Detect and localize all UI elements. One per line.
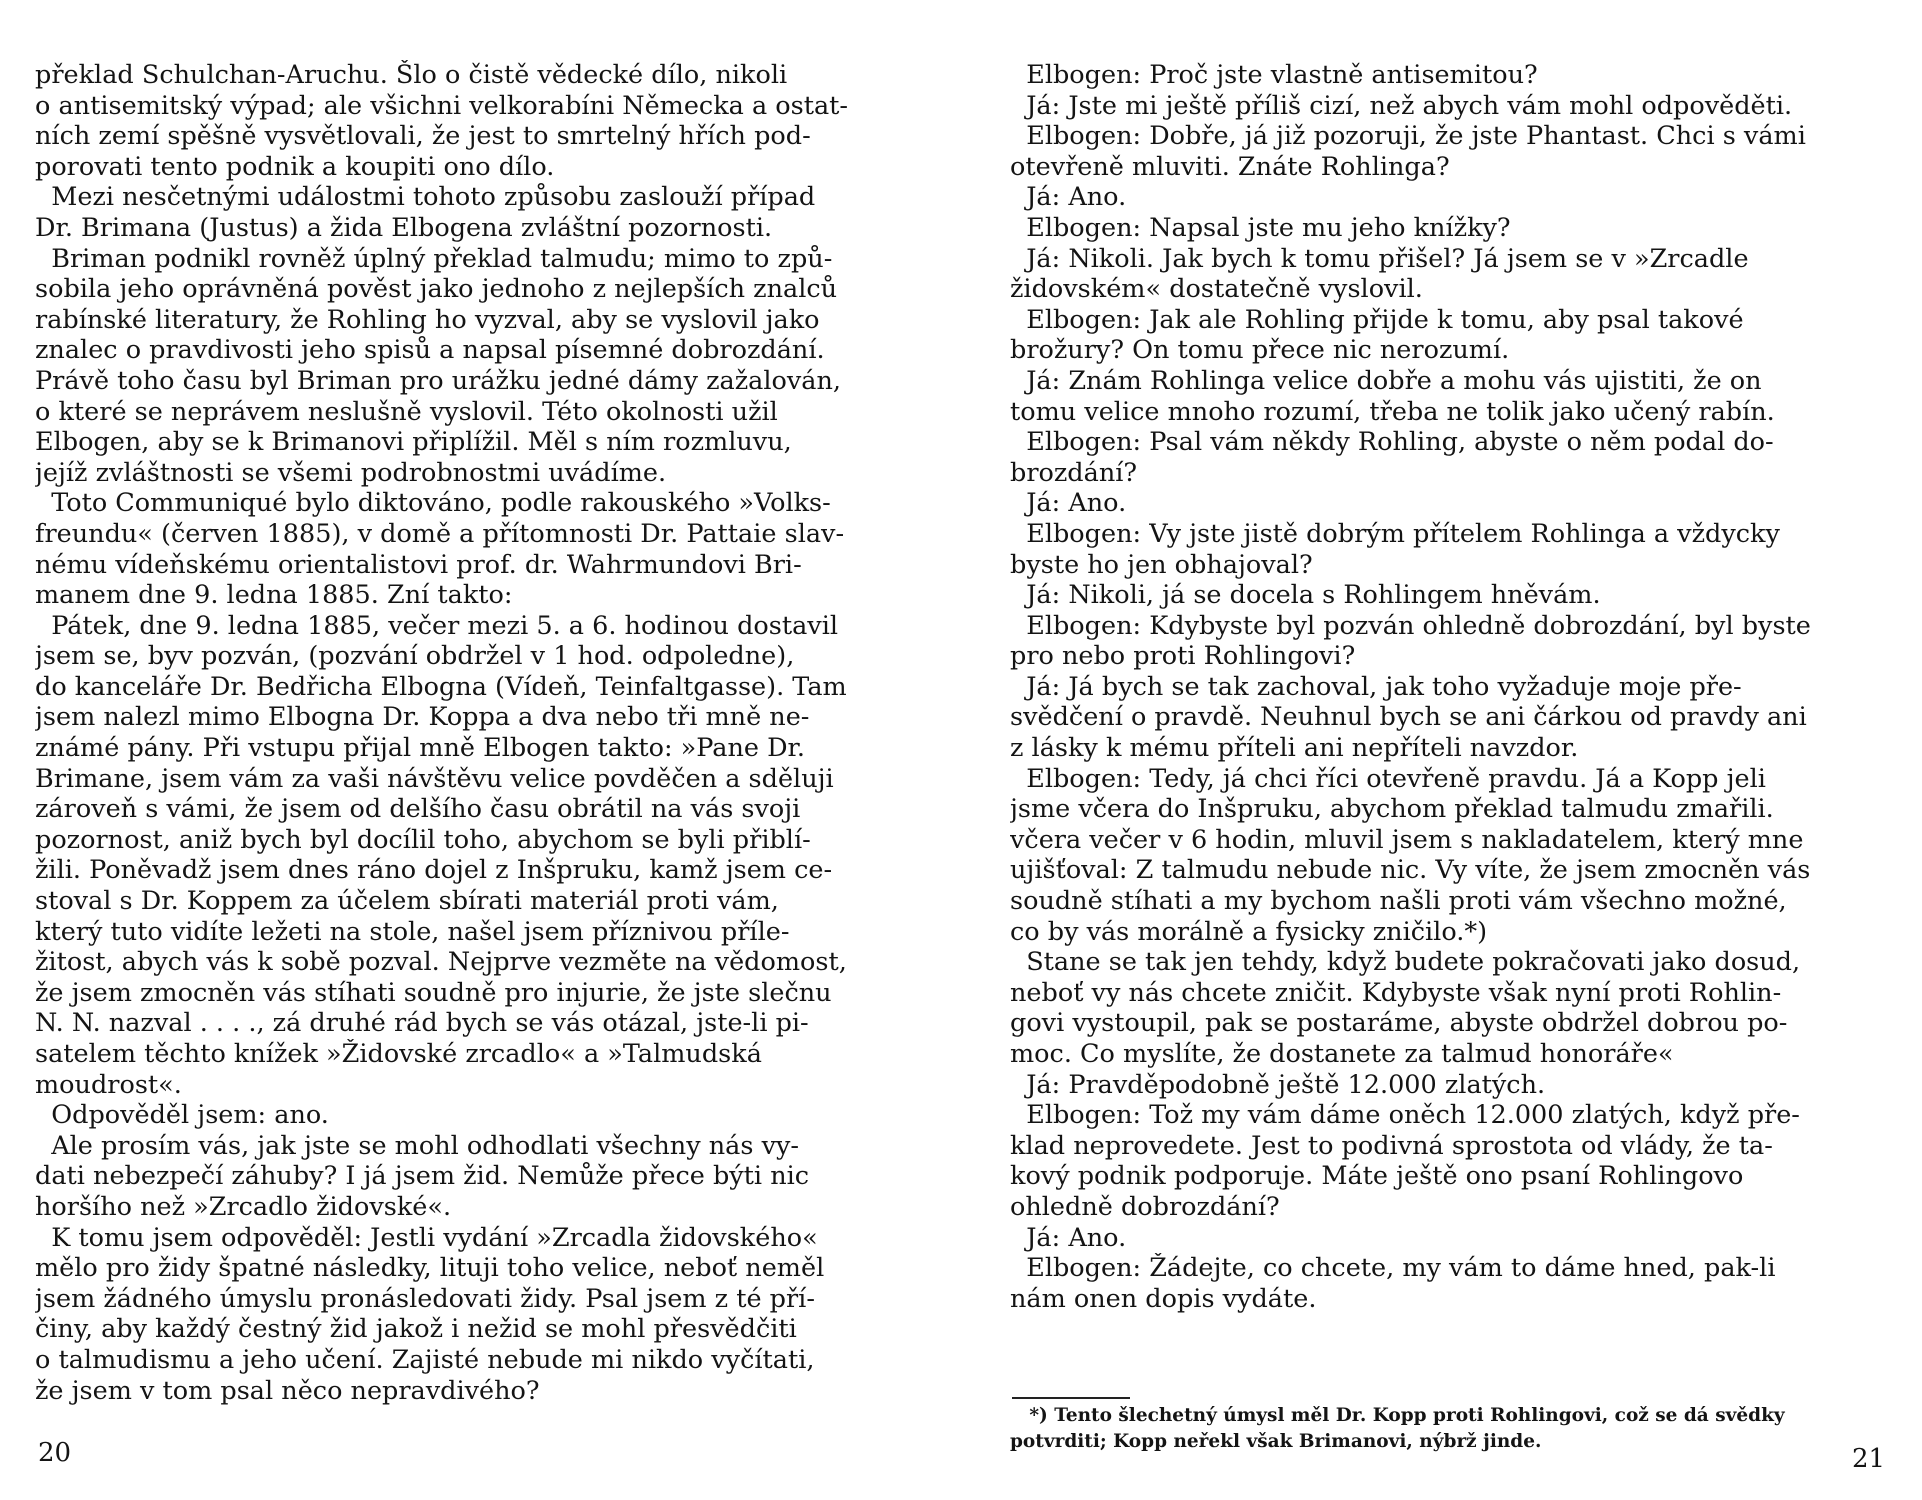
text-line: Elbogen: Dobře, já již pozoruji, že jste Phantast. Chci s vámi <box>1010 121 1806 152</box>
text-line: žitost, abych vás k sobě pozval. Nejprve vezměte na vědomost, <box>35 947 847 978</box>
page-number-left: 20 <box>38 1438 72 1468</box>
text-line: Elbogen: Kdybyste byl pozván ohledně dobrozdání, byl byste <box>1010 610 1811 641</box>
text-line: Stane se tak jen tehdy, když budete pokračovati jako dosud, <box>1010 947 1801 978</box>
text-line: činy, aby každý čestný žid jakož i nežid se mohl přesvědčiti <box>35 1314 797 1345</box>
text-line: K tomu jsem odpověděl: Jestli vydání »Zrcadla židovského« <box>35 1222 818 1253</box>
text-line: Briman podnikl rovněž úplný překlad talmudu; mimo to způ- <box>35 243 833 274</box>
text-line: Já: Jste mi ještě příliš cizí, než abych vám mohl odpověděti. <box>1010 90 1793 121</box>
text-line: Elbogen: Proč jste vlastně antisemitou? <box>1010 60 1538 90</box>
text-line: Elbogen: Tedy, já chci říci otevřeně pravdu. Já a Kopp jeli <box>1010 763 1766 794</box>
text-line: pro nebo proti Rohlingovi? <box>1010 641 1356 672</box>
text-line: Já: Ano. <box>1010 182 1127 213</box>
text-line: židovském« dostatečně vyslovil. <box>1010 274 1423 305</box>
text-line: zároveň s vámi, že jsem od delšího času obrátil na vás svoji <box>35 794 801 825</box>
text-line: Dr. Brimana (Justus) a žida Elbogena zvláštní pozornosti. <box>35 212 773 243</box>
text-line: jsem žádného úmyslu pronásledovati židy. Psal jsem z té pří- <box>35 1283 815 1314</box>
text-line: který tuto vidíte ležeti na stole, našel jsem příznivou příle- <box>35 916 790 947</box>
text-line: že jsem v tom psal něco nepravdivého? <box>35 1375 540 1406</box>
text-line: ohledně dobrozdání? <box>1010 1191 1280 1222</box>
text-line: jsem nalezl mimo Elbogna Dr. Koppa a dva nebo tři mně ne- <box>35 702 810 733</box>
text-line: govi vystoupil, pak se postaráme, abyste obdržel dobrou po- <box>1010 1008 1788 1039</box>
text-line: mělo pro židy špatné následky, lituji toho velice, neboť neměl <box>35 1253 825 1284</box>
text-line: sobila jeho oprávněná pověst jako jednoho z nejlepších znalců <box>35 274 838 305</box>
text-line: známé pány. Při vstupu přijal mně Elbogen takto: »Pane Dr. <box>35 733 806 764</box>
text-line: nám onen dopis vydáte. <box>1010 1283 1317 1314</box>
text-line: porovati tento podnik a koupiti ono dílo. <box>35 151 555 182</box>
left-page <box>35 60 920 1406</box>
text-line: pozornost, aniž bych byl docílil toho, abychom se byli přiblí- <box>35 824 811 855</box>
text-line: stoval s Dr. Koppem za účelem sbírati materiál proti vám, <box>35 886 779 917</box>
text-line: žili. Poněvadž jsem dnes ráno dojel z Inšpruku, kamž jsem ce- <box>35 855 833 886</box>
text-line: soudně stíhati a my bychom našli proti vám všechno možné, <box>1010 886 1787 917</box>
text-line: byste ho jen obhajoval? <box>1010 549 1313 580</box>
text-line: horšího než »Zrcadlo židovské«. <box>35 1191 452 1222</box>
text-line: o které se neprávem neslušně vyslovil. Této okolnosti užil <box>35 396 778 427</box>
text-line: otevřeně mluviti. Znáte Rohlinga? <box>1010 151 1450 182</box>
text-line: dati nebezpečí záhuby? I já jsem žid. Nemůže přece býti nic <box>35 1161 810 1192</box>
text-line: o talmudismu a jeho učení. Zajisté nebude mi nikdo vyčítati, <box>35 1344 815 1375</box>
text-line: Elbogen: Žádejte, co chcete, my vám to dáme hned, pak-li <box>1010 1253 1776 1284</box>
text-line: tomu velice mnoho rozumí, třeba ne tolik jako učený rabín. <box>1010 396 1775 427</box>
text-line: Já: Ano. <box>1010 488 1127 519</box>
text-line: Právě toho času byl Briman pro urážku jedné dámy zažalován, <box>35 365 842 396</box>
text-line: ujišťoval: Z talmudu nebude nic. Vy víte, že jsem zmocněn vás <box>1010 855 1811 886</box>
text-line: Mezi nesčetnými událostmi tohoto způsobu zaslouží případ <box>35 182 816 213</box>
text-line: nému vídeňskému orientalistovi prof. dr. Wahrmundovi Bri- <box>35 549 802 580</box>
text-line: rabínské literatury, že Rohling ho vyzval, aby se vyslovil jako <box>35 304 820 335</box>
text-line: Toto Communiqué bylo diktováno, podle rakouského »Volks- <box>35 488 831 519</box>
page-number-right: 21 <box>1852 1444 1886 1474</box>
text-line: Ale prosím vás, jak jste se mohl odhodlati všechny nás vy- <box>35 1130 799 1161</box>
text-line: Brimane, jsem vám za vaši návštěvu velice povděčen a sděluji <box>35 763 834 794</box>
text-line: moc. Co myslíte, že dostanete za talmud honoráře« <box>1010 1039 1674 1069</box>
text-line: Já: Ano. <box>1010 1222 1127 1253</box>
text-line: Elbogen, aby se k Brimanovi připlížil. Měl s ním rozmluvu, <box>35 427 792 458</box>
text-line: Elbogen: Psal vám někdy Rohling, abyste o něm podal do- <box>1010 427 1774 458</box>
right-page <box>1010 60 1898 1314</box>
text-line: Elbogen: Napsal jste mu jeho knížky? <box>1010 212 1511 243</box>
footnote-line: *) Tento šlechetný úmysl měl Dr. Kopp proti Rohlingovi, což se dá svědky <box>1010 1405 1785 1426</box>
text-line: co by vás morálně a fysicky zničilo.*) <box>1010 916 1488 947</box>
text-line: neboť vy nás chcete zničit. Kdybyste však nyní proti Rohlin- <box>1010 977 1782 1008</box>
footnote-line: potvrditi; Kopp neřekl však Brimanovi, nýbrž jinde. <box>1010 1431 1542 1452</box>
text-line: Já: Pravděpodobně ještě 12.000 zlatých. <box>1010 1069 1546 1100</box>
text-line: N. N. nazval . . . ., zá druhé rád bych se vás otázal, jste-li pi- <box>35 1008 809 1039</box>
text-line: Já: Já bych se tak zachoval, jak toho vyžaduje moje pře- <box>1010 671 1742 702</box>
text-line: jejíž zvláštnosti se všemi podrobnostmi uvádíme. <box>35 457 667 488</box>
text-line: svědčení o pravdě. Neuhnul bych se ani čárkou od pravdy ani <box>1010 702 1807 733</box>
text-line: překlad Schulchan-Aruchu. Šlo o čistě vědecké dílo, nikoli <box>35 60 788 90</box>
text-line: Já: Nikoli, já se docela s Rohlingem hněvám. <box>1010 580 1601 611</box>
footnote <box>1010 1403 1898 1455</box>
text-line: Já: Nikoli. Jak bych k tomu přišel? Já jsem se v »Zrcadle <box>1010 243 1749 274</box>
text-line: jsme včera do Inšpruku, abychom překlad talmudu zmařili. <box>1010 794 1774 825</box>
text-line: manem dne 9. ledna 1885. Zní takto: <box>35 580 513 611</box>
footnote-divider <box>1012 1397 1130 1399</box>
text-line: z lásky k mému příteli ani nepříteli navzdor. <box>1010 733 1579 764</box>
right-page-text <box>1010 60 1898 1314</box>
text-line: freundu« (červen 1885), v domě a přítomnosti Dr. Pattaie slav- <box>35 518 845 549</box>
text-line: moudrost«. <box>35 1069 182 1100</box>
text-line: včera večer v 6 hodin, mluvil jsem s nakladatelem, který mne <box>1010 824 1804 855</box>
text-line: Odpověděl jsem: ano. <box>35 1100 329 1131</box>
text-line: do kanceláře Dr. Bedřicha Elbogna (Vídeň, Teinfaltgasse). Tam <box>35 671 847 702</box>
text-line: kový podnik podporuje. Máte ještě ono psaní Rohlingovo <box>1010 1161 1744 1192</box>
text-line: Pátek, dne 9. ledna 1885, večer mezi 5. a 6. hodinou dostavil <box>35 610 839 641</box>
text-line: satelem těchto knížek »Židovské zrcadlo« a »Talmudská <box>35 1039 762 1069</box>
text-line: ních zemí spěšně vysvětlovali, že jest to smrtelný hřích pod- <box>35 121 811 152</box>
text-line: brozdání? <box>1010 457 1138 488</box>
text-line: Elbogen: Vy jste jistě dobrým přítelem Rohlinga a vždycky <box>1010 518 1780 549</box>
text-line: Elbogen: Jak ale Rohling přijde k tomu, aby psal takové <box>1010 304 1744 335</box>
left-page-text <box>35 60 920 1406</box>
text-line: že jsem zmocněn vás stíhati soudně pro injurie, že jste slečnu <box>35 977 832 1008</box>
text-line: Já: Znám Rohlinga velice dobře a mohu vás ujistiti, že on <box>1010 365 1762 396</box>
text-line: o antisemitský výpad; ale všichni velkorabíni Německa a ostat- <box>35 90 849 121</box>
text-line: znalec o pravdivosti jeho spisů a napsal písemné dobrozdání. <box>35 335 825 366</box>
text-line: Elbogen: Tož my vám dáme oněch 12.000 zlatých, když pře- <box>1010 1100 1800 1131</box>
text-line: jsem se, byv pozván, (pozvání obdržel v 1 hod. odpoledne), <box>35 641 795 672</box>
text-line: brožury? On tomu přece nic nerozumí. <box>1010 335 1510 366</box>
text-line: klad neprovedete. Jest to podivná sprostota od vlády, že ta- <box>1010 1130 1773 1161</box>
